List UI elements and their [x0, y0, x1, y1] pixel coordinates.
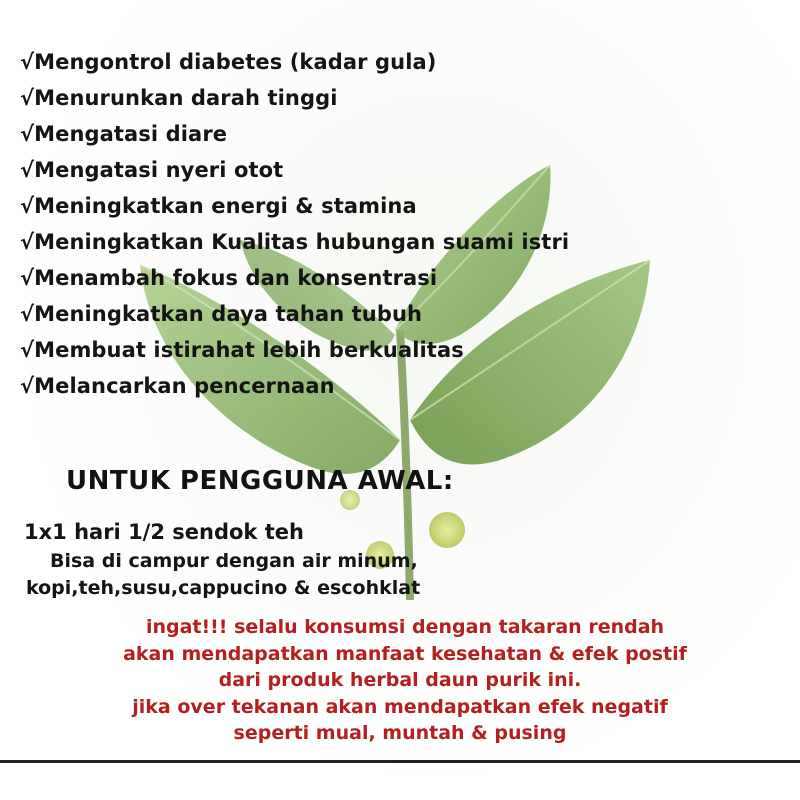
fruit — [429, 512, 465, 548]
benefit-item: √Mengontrol diabetes (kadar gula) — [20, 50, 437, 74]
dose-instruction: 1x1 hari 1/2 sendok teh — [24, 520, 304, 544]
warning-line: jika over tekanan akan mendapatkan efek negatif — [132, 695, 668, 718]
bottom-divider — [0, 760, 800, 763]
warning-line: dari produk herbal daun purik ini. — [218, 669, 582, 691]
benefit-item: √Menurunkan darah tinggi — [20, 86, 338, 110]
warning-line: akan mendapatkan manfaat kesehatan & efek postif — [123, 642, 687, 665]
benefit-item: √Menambah fokus dan konsentrasi — [20, 266, 438, 290]
benefit-item: √Mengatasi diare — [20, 122, 228, 146]
benefit-item: √Meningkatkan Kualitas hubungan suami istri — [20, 230, 570, 254]
usage-instructions — [26, 548, 586, 602]
benefit-item: √Melancarkan pencernaan — [20, 374, 335, 398]
usage-line: Bisa di campur dengan air minum, — [50, 550, 418, 572]
warning-line: seperti mual, muntah & pusing — [233, 722, 567, 744]
warning-line: ingat!!! selalu konsumsi dengan takaran rendah — [145, 616, 665, 638]
benefit-item: √Meningkatkan energi & stamina — [20, 194, 417, 218]
section-heading: UNTUK PENGGUNA AWAL: — [66, 466, 454, 496]
benefit-item: √Mengatasi nyeri otot — [20, 158, 284, 182]
usage-line: kopi,teh,susu,cappucino & escohklat — [26, 577, 421, 599]
warning-text — [0, 614, 800, 747]
benefit-list — [20, 44, 700, 404]
benefit-item: √Membuat istirahat lebih berkualitas — [20, 338, 464, 362]
benefit-item: √Meningkatkan daya tahan tubuh — [20, 302, 423, 326]
